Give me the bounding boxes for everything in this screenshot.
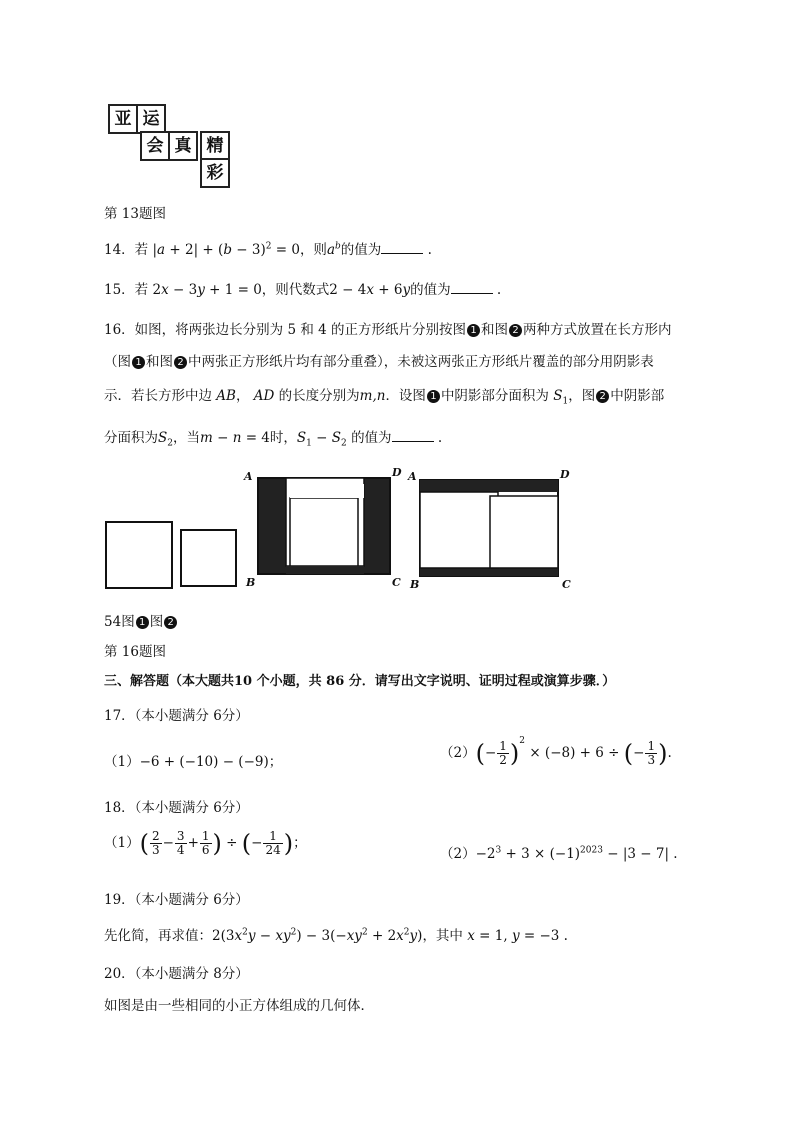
answer-blank	[451, 283, 493, 294]
fig13-grid	[108, 104, 232, 186]
q15-equation: 2x − 3y + 1 = 0	[152, 282, 262, 298]
label-C: C	[392, 576, 401, 589]
question-16-line3: 示．若长方形中边 AB， AD 的长度分别为m,n．设图 1 中阴影部分面积为 $S_1$，图 2 中阴影部	[104, 388, 665, 407]
label-D: D	[560, 468, 570, 481]
q14-prefix: 14．若	[104, 242, 149, 258]
question-14: 14．若 $|a + 2| + (b - 3)^2 = 0$，则$a^b$的值为 .	[104, 241, 432, 258]
fig16-figure1	[258, 478, 390, 574]
square-4	[181, 530, 236, 586]
q17-heading: 17．（本小题满分 6分）	[104, 708, 249, 724]
q19-heading: 19．（本小题满分 6分）	[104, 892, 249, 908]
fig16-figure2	[420, 480, 558, 576]
q14-tail: 的值为	[340, 242, 382, 258]
q15-prefix: 15．若	[104, 282, 149, 298]
q20-text: 如图是由一些相同的小正方体组成的几何体．	[104, 998, 374, 1014]
q17-part2: （2）(− $\frac{1}{2}$ )$^2$ × (−8) + 6 ÷ (− $\frac{1}{3}$ ).	[440, 736, 672, 768]
label-A: A	[408, 470, 417, 483]
fig13-cell: 精	[200, 131, 230, 161]
label-A: A	[244, 470, 253, 483]
question-15: 15．若 2x − 3y + 1 = 0，则代数式2 − 4x + 6y的值为 .	[104, 282, 502, 298]
q18-heading: 18．（本小题满分 6分）	[104, 800, 249, 816]
label-C: C	[562, 578, 571, 591]
q14-equation: $|a + 2| + (b - 3)^2 = 0$	[152, 241, 300, 258]
question-16-line2: （图 1 和图 2 中两张正方形纸片均有部分重叠），未被这两张正方形纸片覆盖的部分用阴影表	[104, 354, 654, 370]
label-B: B	[410, 578, 420, 591]
section-3-title: 三、解答题（本大题共10 个小题，共 86 分．请写出文字说明、证明过程或演算步骤．）	[104, 674, 616, 689]
q14-mid: ，则	[299, 242, 327, 258]
q18-part2: $(2)-2^3 + 3 \times (-1)^{2023} - |3 - 7|$ .	[440, 845, 678, 862]
q15-tail: 的值为	[410, 282, 451, 298]
q15-expression: 2 − 4x + 6y	[329, 282, 411, 298]
answer-blank	[392, 431, 434, 442]
fig13-cell: 会	[140, 131, 170, 161]
answer-blank	[381, 243, 423, 254]
q17-part1: （1）−6 + (−10) − (−9)；	[104, 754, 283, 770]
question-16-line4: 分面积为$S_2$，当m − n = 4时，$S_1 - S_2$ 的值为 .	[104, 430, 443, 449]
label-B: B	[246, 576, 256, 589]
fig16-caption1: 54图 1 图 2	[104, 610, 178, 630]
fig16-caption2: 第 16题图	[104, 644, 166, 660]
label-D: D	[392, 466, 402, 479]
fig13-cell: 运	[136, 104, 166, 134]
q19-text: 先化简，再求值：$2(3x^2y - xy^2) - 3(-xy^2 + 2x^2y)$，其中 x = 1, y = −3 .	[104, 927, 568, 944]
square-5	[106, 522, 172, 588]
fig13-cell: 亚	[108, 104, 138, 134]
fig13-cell: 真	[168, 131, 198, 161]
q18-part1: （1）( $\frac{2}{3}$ − $\frac{3}{4}$ + $\frac{1}{6}$ ) ÷ (− $\frac{1}{24}$ )；	[104, 829, 307, 858]
fig13-caption: 第 13题图	[104, 206, 166, 222]
fig16-diagram	[100, 462, 590, 592]
q20-heading: 20．（本小题满分 8分）	[104, 966, 249, 982]
q15-mid: ，则代数式	[261, 282, 330, 298]
question-16-line1: 16．如图，将两张边长分别为 5 和 4 的正方形纸片分别按图 1 和图 2 两种方式放置在长方形内	[104, 322, 672, 338]
fig13-cell: 彩	[200, 158, 230, 188]
